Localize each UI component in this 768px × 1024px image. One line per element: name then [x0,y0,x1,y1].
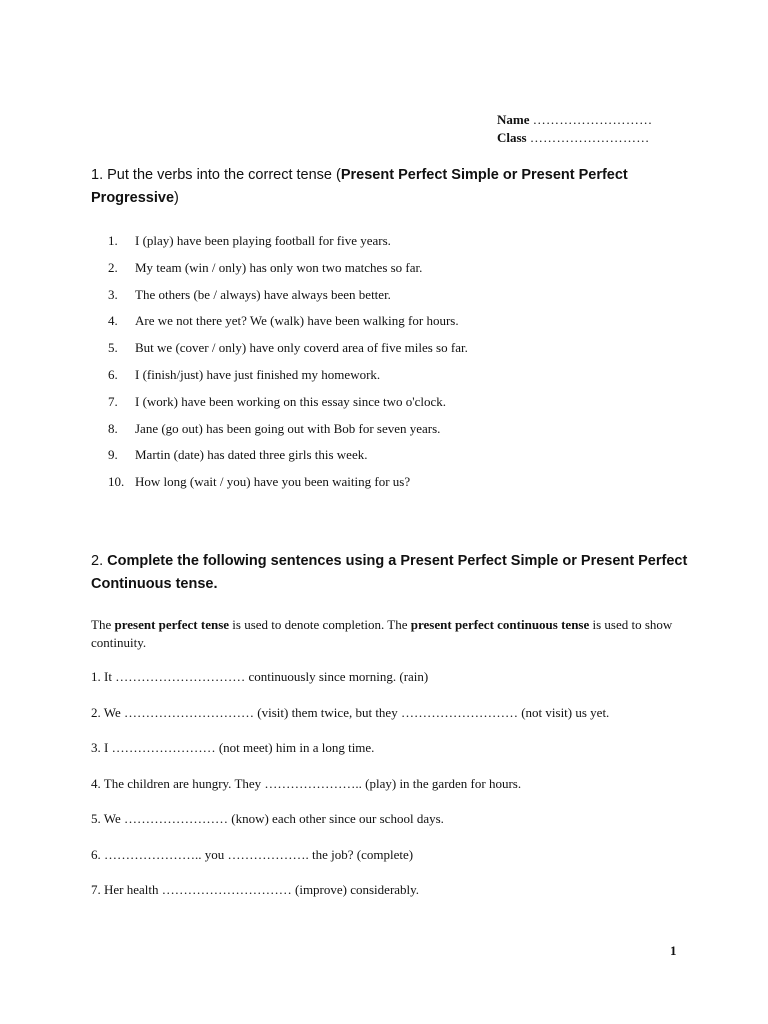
exercise-item-text: I (play) have been playing football for five years. [135,233,391,248]
exercise-item [108,442,468,469]
fill-in-sentence: 6. ………………….. you ………………. the job? (complete) [91,846,414,862]
exercise-item-text: Are we not there yet? We (walk) have been walking for hours. [135,313,459,329]
exercise-item-number: 1. [108,233,118,248]
exercise-item-number: 9. [108,447,118,463]
intro-text-1: The [91,617,115,632]
intro-term-present-perfect: present perfect tense [114,617,230,632]
exercise-item-text: But we (cover / only) have only coverd area of five miles so far. [135,340,468,356]
section-1-instruction: Put the verbs into the correct tense ( [103,167,341,183]
exercise-item [108,282,468,309]
exercise-item-number: 7. [108,393,118,409]
section-2-heading [91,550,691,596]
exercise-item [108,228,468,255]
fill-in-sentence: 4. The children are hungry. They ………………….. (play) in the garden for hours. [91,775,522,791]
intro-term-present-perfect-continuous: present perfect continuous tense [410,617,590,632]
section-1-close-paren: ) [174,190,179,206]
exercise-item [108,308,468,335]
exercise-item [108,362,468,389]
class-blank: ……………………… [529,130,650,145]
exercise-item-text: Martin (date) has dated three girls this week. [135,447,368,463]
class-label: Class [497,130,527,145]
name-line [497,111,652,129]
section-2-sentence-list [91,668,681,917]
exercise-item [108,416,468,443]
exercise-item-text: The others (be / always) have always been better. [135,286,391,302]
fill-in-sentence: 7. Her health ………………………… (improve) considerably. [91,882,420,897]
fill-in-sentence: 2. We ………………………… (visit) them twice, but they ……………………… (not visit) us yet. [91,704,610,720]
section-2-number: 2. [91,553,104,569]
exercise-item [108,335,468,362]
exercise-item-number: 10. [108,474,125,490]
exercise-item-text: My team (win / only) has only won two matches so far. [135,259,423,275]
exercise-item-text: I (work) have been working on this essay since two o'clock. [135,393,447,409]
fill-in-sentence: 3. I …………………… (not meet) him in a long time. [91,740,375,755]
exercise-item-number: 6. [108,366,118,382]
exercise-item-text: I (finish/just) have just finished my homework. [135,366,381,382]
name-blank: ……………………… [532,112,653,127]
exercise-item-text: How long (wait / you) have you been waiting for us? [135,474,411,490]
exercise-item-number: 3. [108,286,118,302]
page-number: 1 [670,943,677,958]
intro-text-3: is used to show continuity. [91,617,673,650]
section-2-intro [91,616,681,652]
section-1-exercise-list [108,228,468,496]
exercise-item [108,469,468,496]
intro-text-2: is used to denote completion. The [229,617,411,632]
student-info-block [497,111,652,147]
name-label: Name [497,112,530,127]
fill-in-sentence: 1. It ………………………… continuously since morning. (rain) [91,669,429,684]
exercise-item [108,389,468,416]
section-1-number: 1. [91,167,104,183]
section-1-heading [91,164,691,210]
exercise-item-number: 5. [108,340,118,356]
class-line [497,129,652,147]
section-1-tense-names: Present Perfect Simple or Present Perfect Progressive [91,167,628,206]
exercise-item-text: Jane (go out) has been going out with Bob for seven years. [135,420,441,436]
section-2-instruction: Complete the following sentences using a Present Perfect Simple or Present Perfect Continuous tense. [91,553,688,592]
exercise-item-number: 4. [108,313,118,329]
fill-in-sentence: 5. We …………………… (know) each other since our school days. [91,811,444,826]
exercise-item [108,255,468,282]
exercise-item-number: 2. [108,259,118,275]
exercise-item-number: 8. [108,420,118,436]
